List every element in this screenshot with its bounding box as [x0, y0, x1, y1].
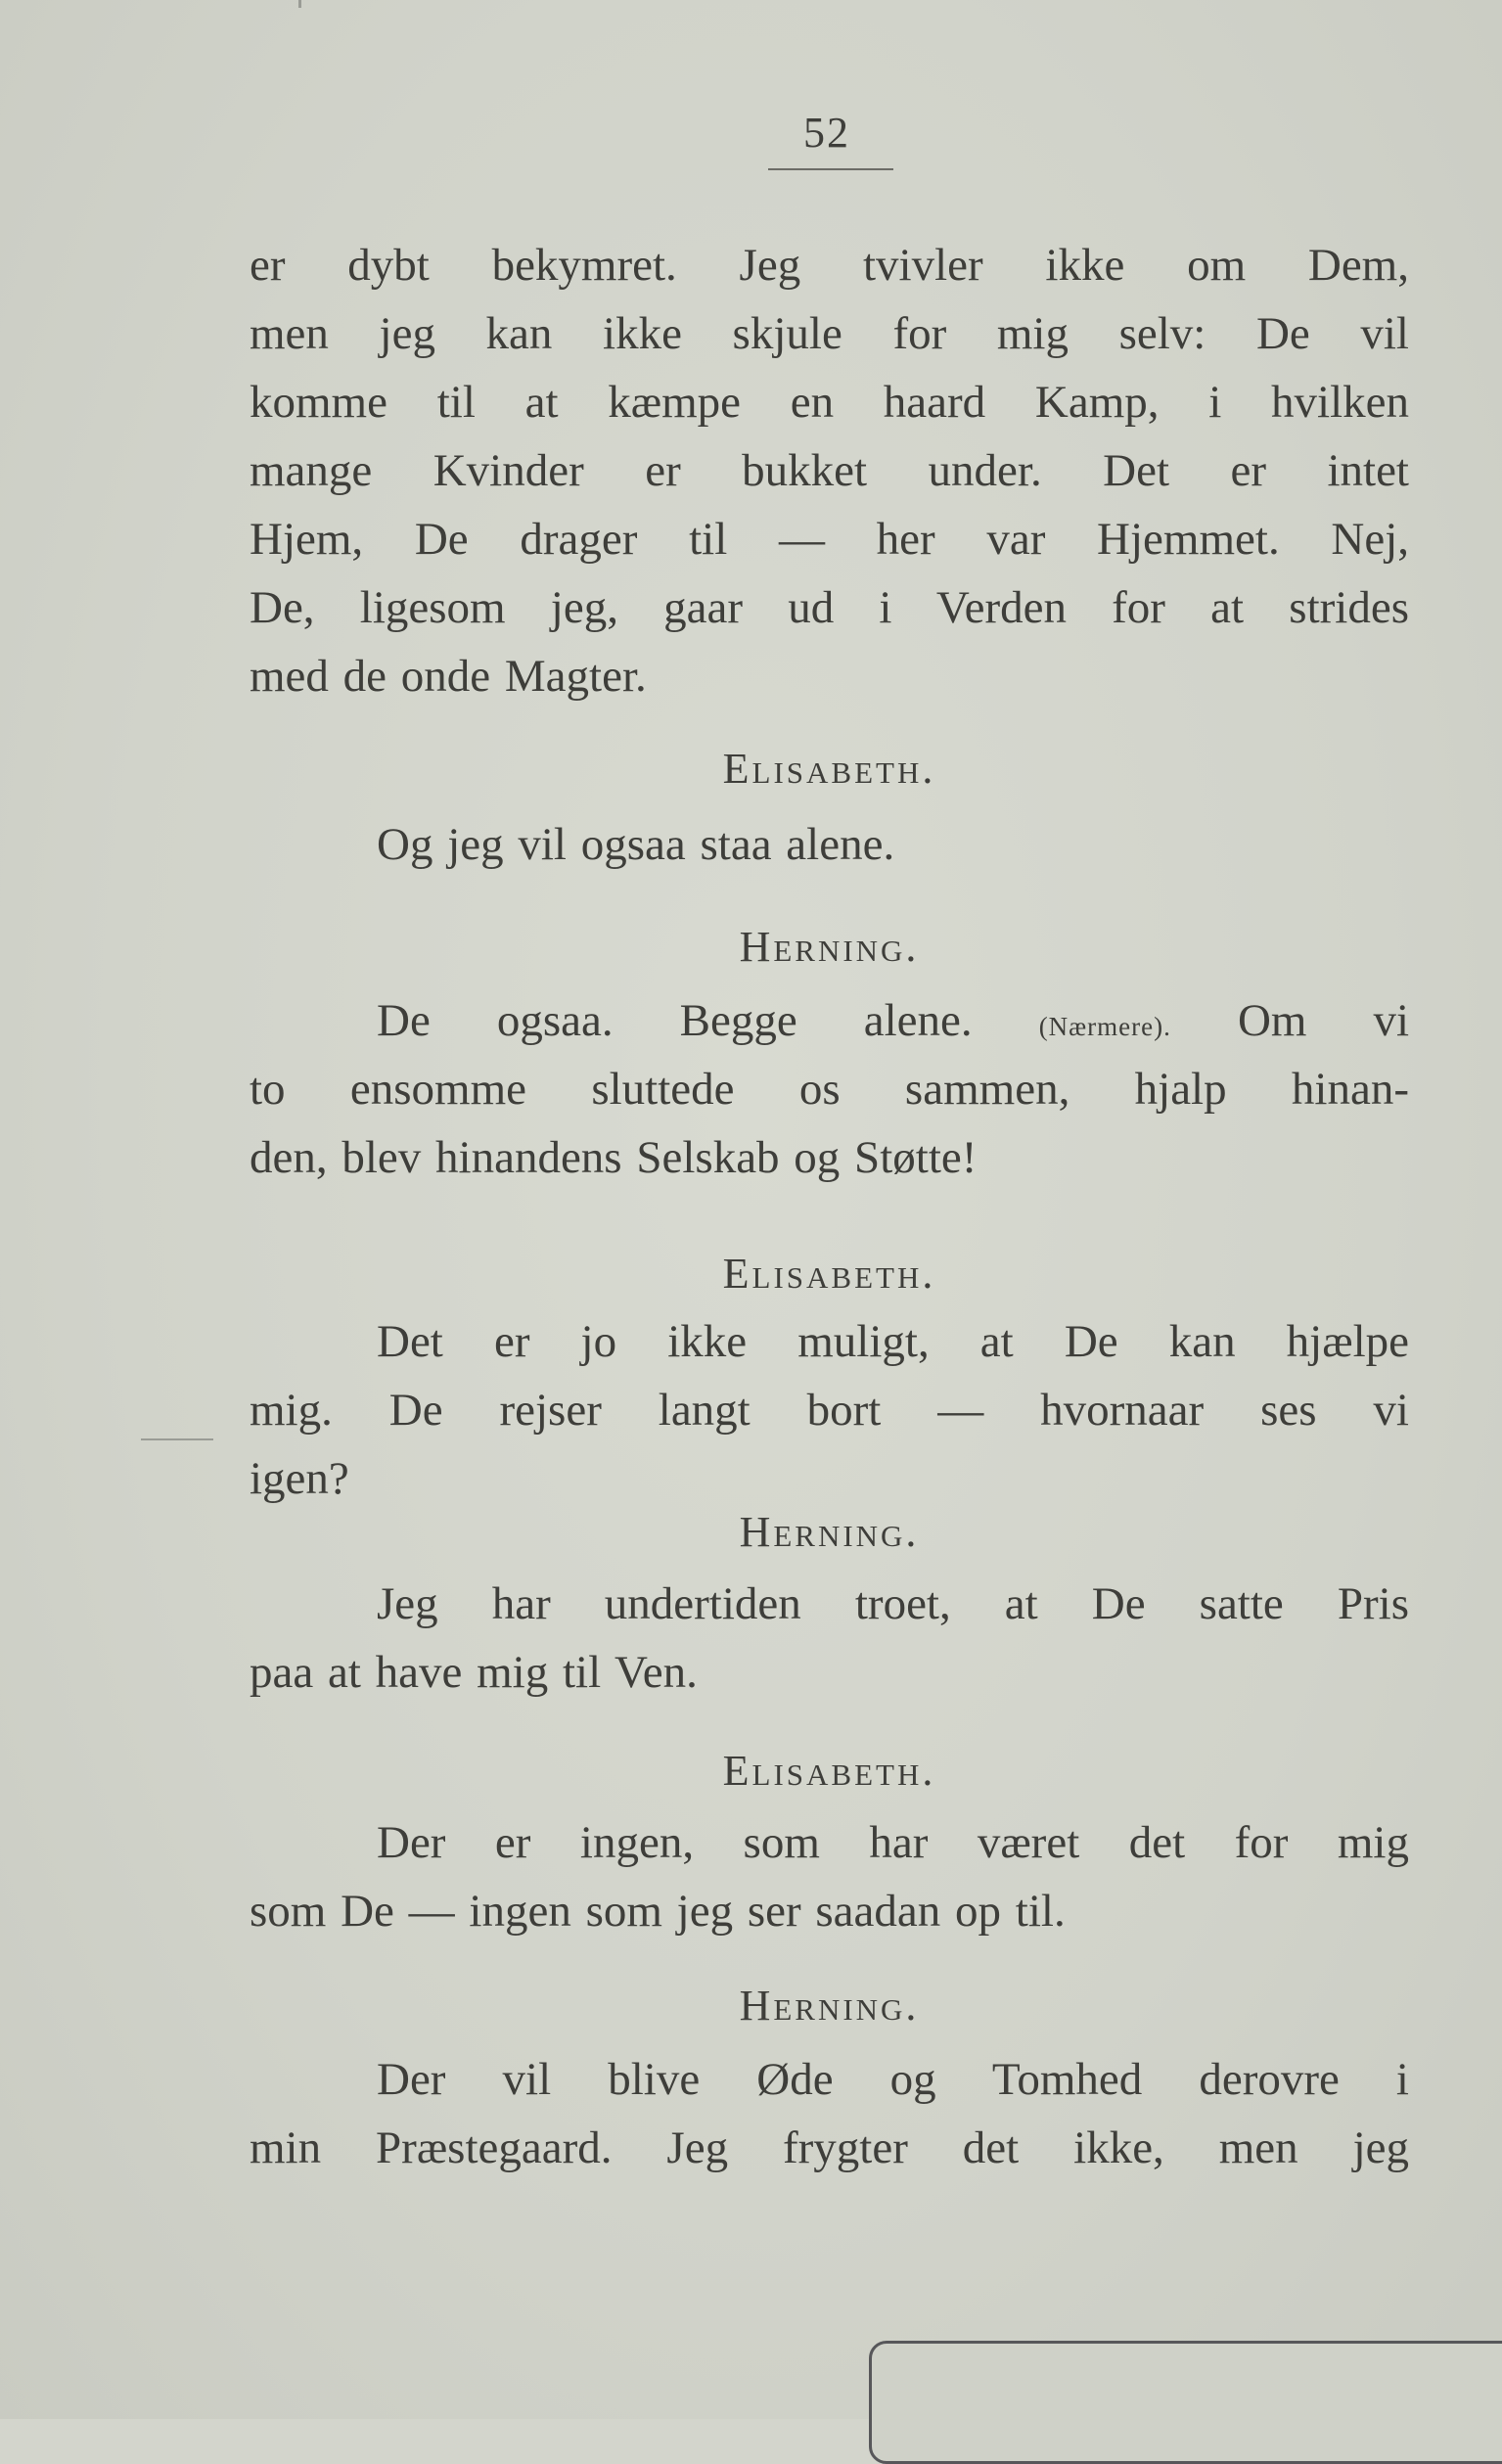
- scan-mark: [141, 1438, 213, 1440]
- speaker-name: Elisabeth.: [722, 1250, 936, 1298]
- text-line: De, ligesom jeg, gaar ud i Verden for at strides: [250, 582, 1409, 633]
- dialogue-paragraph: [250, 810, 1409, 879]
- text-line: mig. De rejser langt bort — hvornaar ses vi: [250, 1385, 1409, 1436]
- text-line: to ensomme sluttede os sammen, hjalp hinan-: [250, 1064, 1409, 1115]
- speaker-name: Herning.: [739, 923, 920, 971]
- dialogue-paragraph: [250, 231, 1409, 710]
- text-line: komme til at kæmpe en haard Kamp, i hvilken: [250, 377, 1409, 428]
- speaker-name: Herning.: [739, 1508, 920, 1556]
- dialogue-paragraph: [250, 1570, 1409, 1707]
- text-line: med de onde Magter.: [250, 651, 647, 702]
- page-corner-tab: [869, 2341, 1502, 2464]
- dialogue-text: Om vi: [1237, 995, 1410, 1046]
- text-line: Det er jo ikke muligt, at De kan hjælpe: [377, 1316, 1409, 1367]
- text-line: den, blev hinandens Selskab og Støtte!: [250, 1132, 978, 1183]
- page-number: 52: [803, 109, 850, 157]
- dialogue-text: De ogsaa. Begge alene.: [377, 995, 973, 1046]
- speaker-name: Herning.: [739, 1982, 920, 2030]
- text-line: mange Kvinder er bukket under. Det er intet: [250, 445, 1409, 496]
- text-line: er dybt bekymret. Jeg tvivler ikke om Dem,: [250, 240, 1409, 291]
- text-line: som De — ingen som jeg ser saadan op til.: [250, 1886, 1066, 1937]
- text-line: Hjem, De drager til — her var Hjemmet. Nej,: [250, 514, 1409, 565]
- text-line: Der er ingen, som har været det for mig: [377, 1817, 1409, 1868]
- dialogue-paragraph: [250, 2045, 1409, 2182]
- scan-mark: [298, 0, 301, 8]
- text-line: Der vil blive Øde og Tomhed derovre i: [377, 2054, 1409, 2105]
- text-line: men jeg kan ikke skjule for mig selv: De vil: [250, 308, 1409, 359]
- text-line: [250, 986, 1409, 1055]
- speaker-name: Elisabeth.: [722, 745, 936, 793]
- text-line: min Præstegaard. Jeg frygter det ikke, men jeg: [250, 2122, 1409, 2173]
- text-line: paa at have mig til Ven.: [250, 1647, 698, 1698]
- page-number-rule: [768, 168, 893, 170]
- text-line: igen?: [250, 1453, 349, 1504]
- stage-direction: (Nærmere).: [1038, 1012, 1171, 1041]
- dialogue-paragraph: [250, 1307, 1409, 1513]
- text-line: Og jeg vil ogsaa staa alene.: [377, 819, 895, 870]
- speaker-name: Elisabeth.: [722, 1747, 936, 1795]
- text-line: Jeg har undertiden troet, at De satte Pris: [377, 1578, 1409, 1629]
- dialogue-paragraph: [250, 1808, 1409, 1945]
- dialogue-paragraph: [250, 986, 1409, 1192]
